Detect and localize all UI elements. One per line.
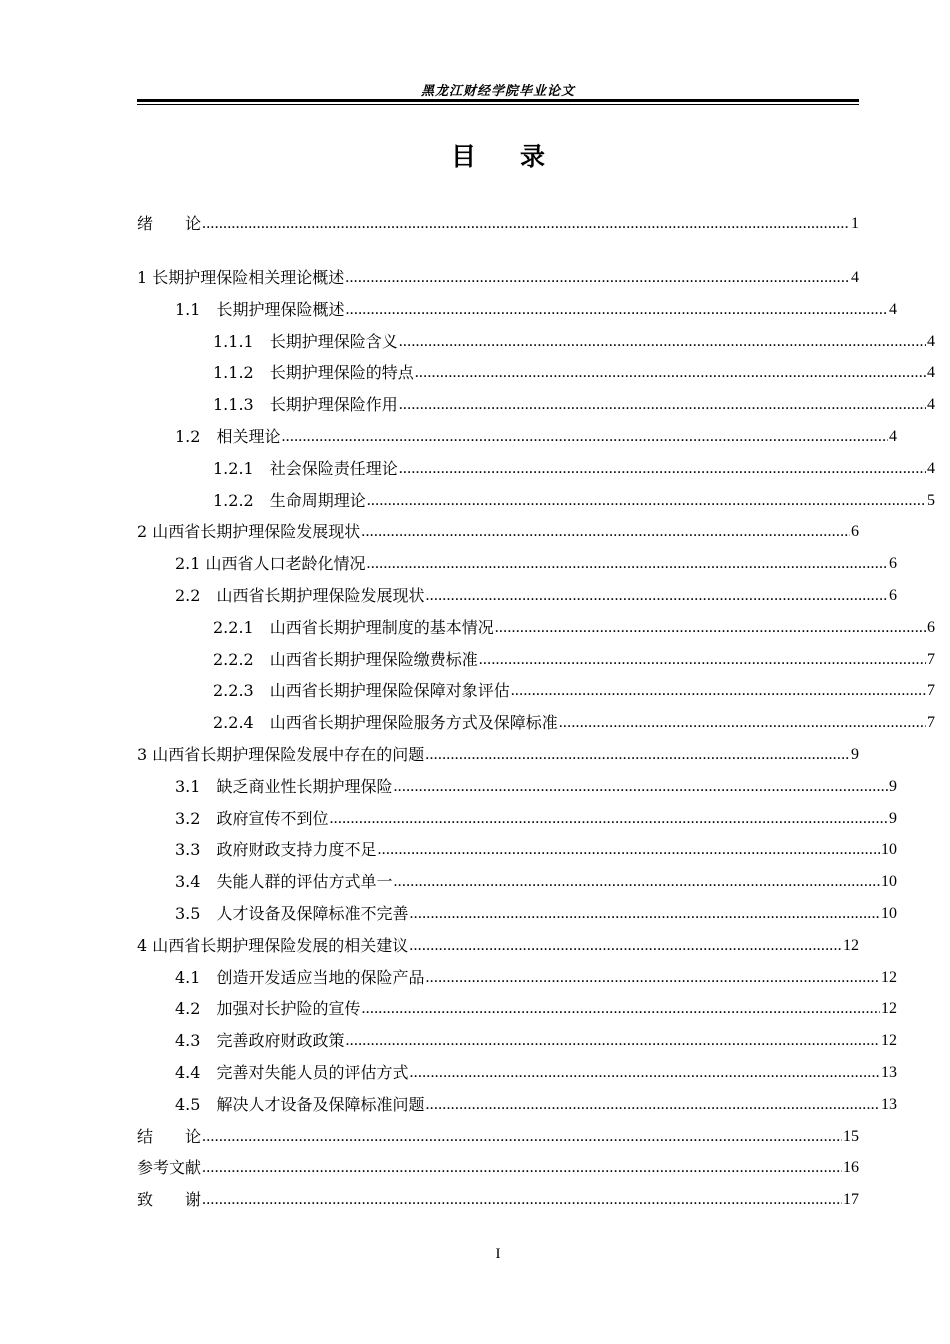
toc-dot-leader bbox=[361, 521, 850, 543]
toc-entry-page: 4 bbox=[927, 459, 935, 477]
toc-entry-number: 1.2.1 bbox=[213, 458, 270, 478]
toc-entry[interactable] bbox=[137, 1028, 897, 1052]
toc-entry-title: 绪 论 bbox=[137, 214, 202, 233]
toc-entry[interactable] bbox=[137, 615, 935, 639]
toc-entry-title: 参考文献 bbox=[137, 1158, 202, 1178]
toc-entry-page: 12 bbox=[881, 1032, 897, 1050]
toc-entry-number: 2.2.2 bbox=[213, 649, 270, 669]
toc-entry[interactable] bbox=[137, 1060, 897, 1084]
toc-entry-number: 3.4 bbox=[175, 872, 217, 892]
toc-entry-number: 2.2.1 bbox=[213, 617, 270, 637]
toc-dot-leader bbox=[202, 213, 850, 235]
toc-entry-page: 4 bbox=[851, 269, 859, 286]
toc-entry-page: 10 bbox=[881, 905, 897, 922]
toc-entry-title: 长期护理保险含义 bbox=[269, 331, 398, 351]
toc-dot-leader bbox=[329, 808, 888, 830]
toc-entry-title: 长期护理保险作用 bbox=[269, 395, 398, 415]
toc-entry-number: 3.2 bbox=[175, 808, 217, 828]
toc-entry[interactable] bbox=[137, 1092, 897, 1116]
toc-entry-title: 山西省长期护理制度的基本情况 bbox=[269, 617, 494, 637]
toc-entry-title: 创造开发适应当地的保险产品 bbox=[216, 967, 425, 987]
toc-entry[interactable] bbox=[137, 424, 897, 448]
toc-entry-page: 9 bbox=[851, 746, 859, 763]
toc-entry-number: 1.1 bbox=[175, 299, 217, 319]
toc-entry-page: 9 bbox=[889, 809, 897, 827]
toc-dot-leader bbox=[345, 267, 850, 289]
toc-entry[interactable] bbox=[137, 647, 935, 671]
toc-entry-page: 10 bbox=[881, 873, 897, 891]
toc-entry[interactable] bbox=[137, 774, 897, 798]
toc-dot-leader bbox=[415, 362, 926, 384]
toc-dot-leader bbox=[393, 776, 888, 798]
toc-entry[interactable] bbox=[137, 392, 935, 416]
toc-entry-number: 3.5 bbox=[175, 904, 217, 923]
toc-entry-page: 6 bbox=[927, 618, 935, 636]
toc-entry-number: 4 bbox=[137, 935, 153, 955]
toc-entry-title: 山西省长期护理保险发展中存在的问题 bbox=[152, 745, 425, 764]
toc-entry-page: 6 bbox=[851, 523, 859, 541]
toc-entry-page: 4 bbox=[889, 300, 897, 318]
toc-entry-page: 5 bbox=[927, 491, 935, 509]
toc-entry-number: 4.4 bbox=[175, 1063, 217, 1082]
toc-entry-number: 3.1 bbox=[175, 776, 217, 796]
toc-dot-leader bbox=[409, 1062, 880, 1084]
toc-dot-leader bbox=[345, 1030, 880, 1052]
toc-entry-page: 4 bbox=[927, 364, 935, 382]
toc-dot-leader bbox=[202, 1189, 842, 1211]
toc-entry-page: 15 bbox=[843, 1127, 859, 1145]
toc-entry[interactable] bbox=[137, 297, 897, 321]
toc-dot-leader bbox=[399, 458, 926, 480]
toc-entry-page: 9 bbox=[889, 777, 897, 795]
toc-entry[interactable] bbox=[137, 1124, 859, 1148]
header-rule-thick bbox=[137, 99, 859, 102]
toc-entry-number: 2.2.4 bbox=[213, 713, 270, 733]
toc-entry-page: 7 bbox=[927, 650, 935, 668]
toc-entry[interactable] bbox=[137, 360, 935, 384]
toc-dot-leader bbox=[495, 617, 926, 639]
toc-dot-leader bbox=[511, 680, 926, 702]
toc-entry-title: 相关理论 bbox=[216, 427, 281, 446]
toc-entry-number: 1.2.2 bbox=[213, 490, 270, 510]
toc-entry[interactable] bbox=[137, 901, 897, 925]
toc-entry-title: 山西省长期护理保险发展现状 bbox=[216, 586, 425, 605]
toc-entry-title: 解决人才设备及保障标准问题 bbox=[216, 1094, 425, 1114]
toc-entry-number: 2.1 bbox=[175, 554, 206, 574]
page-title: 目录 bbox=[450, 142, 589, 171]
toc-entry-number: 4.5 bbox=[175, 1094, 217, 1114]
toc-entry-page: 1 bbox=[851, 215, 859, 232]
toc-entry-title: 结 论 bbox=[137, 1126, 202, 1146]
toc-entry-page: 10 bbox=[881, 841, 897, 859]
toc-entry[interactable] bbox=[137, 678, 935, 702]
toc-entry[interactable] bbox=[137, 742, 859, 766]
toc-dot-leader bbox=[202, 1126, 842, 1148]
toc-entry[interactable] bbox=[137, 869, 897, 893]
toc-entry-number: 1.2 bbox=[175, 427, 217, 446]
toc-dot-leader bbox=[377, 839, 880, 861]
toc-entry-number: 4.1 bbox=[175, 967, 217, 987]
toc-entry[interactable] bbox=[137, 211, 859, 235]
toc-entry[interactable] bbox=[137, 1187, 859, 1211]
toc-dot-leader bbox=[425, 967, 880, 989]
toc-dot-leader bbox=[399, 331, 926, 353]
toc-entry[interactable] bbox=[137, 837, 897, 861]
toc-dot-leader bbox=[202, 1157, 842, 1179]
toc-entry-page: 6 bbox=[889, 555, 897, 573]
toc-entry-page: 4 bbox=[889, 428, 897, 445]
toc-entry-page: 12 bbox=[881, 1000, 897, 1018]
toc-entry[interactable] bbox=[137, 1155, 859, 1179]
toc-entry-title: 政府宣传不到位 bbox=[216, 808, 329, 828]
toc-entry-title: 长期护理保险的特点 bbox=[269, 363, 414, 383]
toc-entry-title: 长期护理保险概述 bbox=[216, 299, 345, 319]
toc-entry-number: 1.1.2 bbox=[213, 363, 270, 383]
toc-entry-title: 完善对失能人员的评估方式 bbox=[216, 1063, 409, 1082]
toc-entry-title: 人才设备及保障标准不完善 bbox=[216, 904, 409, 923]
toc-entry[interactable] bbox=[137, 806, 897, 830]
toc-entry-title: 完善政府财政政策 bbox=[216, 1031, 345, 1051]
toc-entry-page: 4 bbox=[927, 332, 935, 350]
toc-entry-page: 7 bbox=[927, 714, 935, 732]
toc-entry[interactable] bbox=[137, 710, 935, 734]
toc-entry[interactable] bbox=[137, 933, 859, 957]
toc-entry-title: 致 谢 bbox=[137, 1190, 202, 1210]
toc-entry-page: 4 bbox=[927, 396, 935, 414]
toc-entry[interactable] bbox=[137, 519, 859, 543]
toc-entry-page: 16 bbox=[843, 1159, 859, 1177]
toc-dot-leader bbox=[345, 299, 888, 321]
toc-entry-title: 生命周期理论 bbox=[269, 490, 366, 510]
toc-entry-number: 2 bbox=[137, 522, 153, 542]
toc-dot-leader bbox=[367, 490, 926, 512]
toc-entry-page: 17 bbox=[843, 1191, 859, 1209]
toc-entry-title: 加强对长护险的宣传 bbox=[216, 999, 361, 1019]
toc-entry-page: 13 bbox=[881, 1095, 897, 1113]
toc-entry[interactable] bbox=[137, 583, 897, 607]
header-rule-thin bbox=[137, 104, 859, 105]
toc-entry-number: 1.1.3 bbox=[213, 395, 270, 415]
toc-entry-number: 2.2 bbox=[175, 586, 217, 605]
toc-entry-number: 4.3 bbox=[175, 1031, 217, 1051]
toc-entry-page: 12 bbox=[843, 936, 859, 954]
toc-dot-leader bbox=[479, 649, 926, 671]
toc-entry-page: 6 bbox=[889, 587, 897, 604]
toc-entry-title: 长期护理保险相关理论概述 bbox=[152, 268, 345, 287]
toc-dot-leader bbox=[409, 903, 880, 925]
toc-dot-leader bbox=[393, 871, 880, 893]
toc-dot-leader bbox=[399, 394, 926, 416]
toc-entry-title: 山西省长期护理保险缴费标准 bbox=[269, 649, 478, 669]
toc-entry-title: 失能人群的评估方式单一 bbox=[216, 872, 393, 892]
toc-entry-number: 4.2 bbox=[175, 999, 217, 1019]
toc-entry-title: 山西省长期护理保险发展现状 bbox=[152, 522, 361, 542]
toc-entry-title: 山西省长期护理保险发展的相关建议 bbox=[152, 935, 409, 955]
toc-entry-title: 山西省人口老龄化情况 bbox=[205, 554, 366, 574]
toc-entry[interactable] bbox=[137, 996, 897, 1020]
toc-entry[interactable] bbox=[137, 265, 859, 289]
toc-entry-title: 社会保险责任理论 bbox=[269, 458, 398, 478]
toc-dot-leader bbox=[281, 426, 888, 448]
toc-entry[interactable] bbox=[137, 456, 935, 480]
toc-entry[interactable] bbox=[137, 329, 935, 353]
toc-entry-number: 1 bbox=[137, 268, 153, 287]
toc-entry[interactable] bbox=[137, 965, 897, 989]
toc-entry-title: 山西省长期护理保险保障对象评估 bbox=[269, 681, 510, 701]
toc-entry-number: 3.3 bbox=[175, 840, 217, 860]
toc-entry[interactable] bbox=[137, 551, 897, 575]
toc-entry-number: 2.2.3 bbox=[213, 681, 270, 701]
toc-entry-number: 3 bbox=[137, 745, 153, 764]
toc-dot-leader bbox=[559, 712, 926, 734]
toc-entry-page: 7 bbox=[927, 682, 935, 700]
toc-dot-leader bbox=[367, 553, 888, 575]
toc-entry-page: 12 bbox=[881, 968, 897, 986]
toc-entry-page: 13 bbox=[881, 1064, 897, 1081]
toc-dot-leader bbox=[425, 1094, 880, 1116]
page-number: I bbox=[495, 1246, 501, 1262]
toc-entry-title: 政府财政支持力度不足 bbox=[216, 840, 377, 860]
toc-entry-title: 山西省长期护理保险服务方式及保障标准 bbox=[269, 713, 558, 733]
running-header: 黑龙江财经学院毕业论文 bbox=[420, 84, 575, 99]
toc-dot-leader bbox=[425, 585, 888, 607]
toc-entry[interactable] bbox=[137, 488, 935, 512]
toc-dot-leader bbox=[409, 935, 842, 957]
toc-entry-title: 缺乏商业性长期护理保险 bbox=[216, 776, 393, 796]
toc-dot-leader bbox=[425, 744, 850, 766]
toc-dot-leader bbox=[361, 998, 880, 1020]
toc-entry-number: 1.1.1 bbox=[213, 331, 270, 351]
